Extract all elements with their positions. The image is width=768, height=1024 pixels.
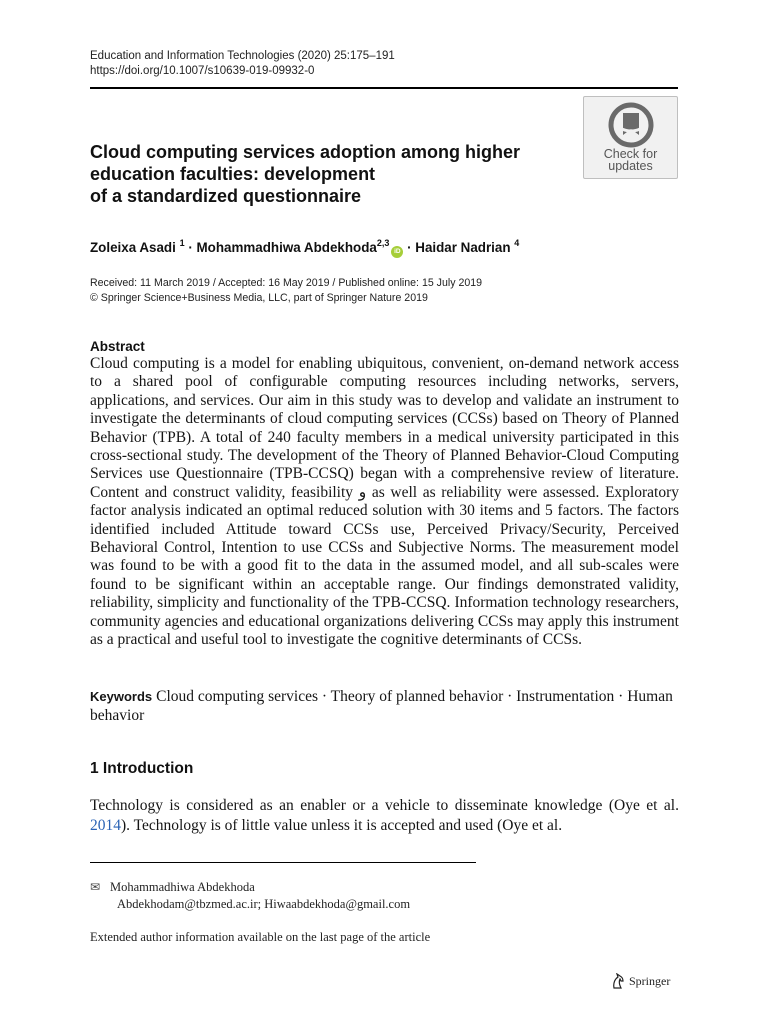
title-line-3: of a standardized questionnaire: [90, 186, 362, 206]
title-line-2: education faculties: development: [90, 164, 376, 184]
extended-author-info: Extended author information available on the last page of the article: [90, 930, 431, 944]
journal-header: [90, 49, 395, 79]
keywords-text: Cloud computing services · Theory of planned behavior · Instrumentation · Human behavior: [90, 688, 673, 724]
section-heading-introduction: 1 Introduction: [90, 760, 194, 777]
copyright-line: © Springer Science+Business Media, LLC, part of Springer Nature 2019: [90, 292, 428, 304]
publisher-logo: [611, 973, 670, 989]
author-separator: ·: [407, 240, 412, 255]
title-line-1: Cloud computing services adoption among higher: [90, 142, 521, 162]
check-for-updates-badge[interactable]: [583, 96, 678, 179]
citation-link[interactable]: 2014: [90, 816, 121, 834]
author-1-affiliation: 1: [179, 238, 185, 248]
publication-dates: [90, 276, 482, 306]
introduction-paragraph: [90, 796, 679, 835]
history-dates: Received: 11 March 2019 / Accepted: 16 May 2019 / Published online: 15 July 2019: [90, 277, 483, 289]
corresponding-author-emails[interactable]: Abdekhodam@tbzmed.ac.ir; Hiwaabdekhoda@gmail.com: [117, 897, 411, 911]
bookmark-icon: [608, 102, 654, 148]
author-2-affiliation: 2,3: [376, 238, 390, 248]
footnote-rule: [90, 862, 476, 863]
intro-text-2: ). Technology is of little value unless it is accepted and used (Oye et al.: [121, 816, 563, 834]
author-3[interactable]: Haidar Nadrian: [415, 240, 511, 255]
header-rule: [90, 87, 678, 89]
abstract-heading: Abstract: [90, 339, 145, 354]
publisher-name: Springer: [629, 973, 671, 988]
corresponding-author-footnote: [90, 879, 410, 913]
keywords: [90, 687, 679, 725]
doi-link[interactable]: https://doi.org/10.1007/s10639-019-09932-0: [90, 65, 315, 77]
corresponding-author-name: Mohammadhiwa Abdekhoda: [110, 880, 255, 894]
author-list: [90, 233, 519, 258]
check-for-updates-label: Check for updates: [603, 147, 658, 173]
journal-citation: Education and Information Technologies (2020) 25:175–191: [90, 50, 395, 62]
abstract-body: Cloud computing is a model for enabling ubiquitous, convenient, on-demand network access to a shared pool of configurable computing resources including networks, servers, applications, and services. Our aim in this study was to develop and validate an instrument to investigate the determinants of cloud computing services (CCSs) based on Theory of Planned Behavior (TPB). A total of 240 faculty members in a medical university participated in this cross-sectional study. The development of the Theory of Planned Behavior-Cloud Computing Services use Questionnaire (TPB-CCSQ) began with a comprehensive review of literature. Content and construct validity, feasibility و as well as reliability were assessed. Exploratory factor analysis indicated an optimal reduced solution with 30 items and 5 factors. The factors identified included Attitude toward CCSs use, Perceived Privacy/Security, Perceived Behavioral Control, Intention to use CCSs and Subjective Norms. The measurement model was found to be with a good fit to the data in the assumed model, and all sub-scales were found to be significant within an acceptable range. Our findings demonstrated validity, reliability, simplicity and functionality of the TPB-CCSQ. Information technology researchers, community agencies and educational organizations delivering CCSs may apply this instrument as a practical and useful tool to investigate the cognitive determinants of CCSs.: [90, 355, 679, 649]
intro-text-1: Technology is considered as an enabler or a vehicle to disseminate knowledge (Oye et al.: [90, 797, 679, 814]
author-2[interactable]: Mohammadhiwa Abdekhoda: [196, 240, 377, 255]
author-separator: ·: [188, 240, 193, 255]
author-3-affiliation: 4: [514, 238, 520, 248]
paper-title: [90, 141, 570, 207]
springer-horse-icon: [611, 973, 625, 989]
keywords-label: Keywords: [90, 689, 153, 704]
author-1[interactable]: Zoleixa Asadi: [90, 240, 176, 255]
orcid-icon[interactable]: iD: [391, 246, 403, 258]
envelope-icon: ✉: [90, 880, 101, 894]
